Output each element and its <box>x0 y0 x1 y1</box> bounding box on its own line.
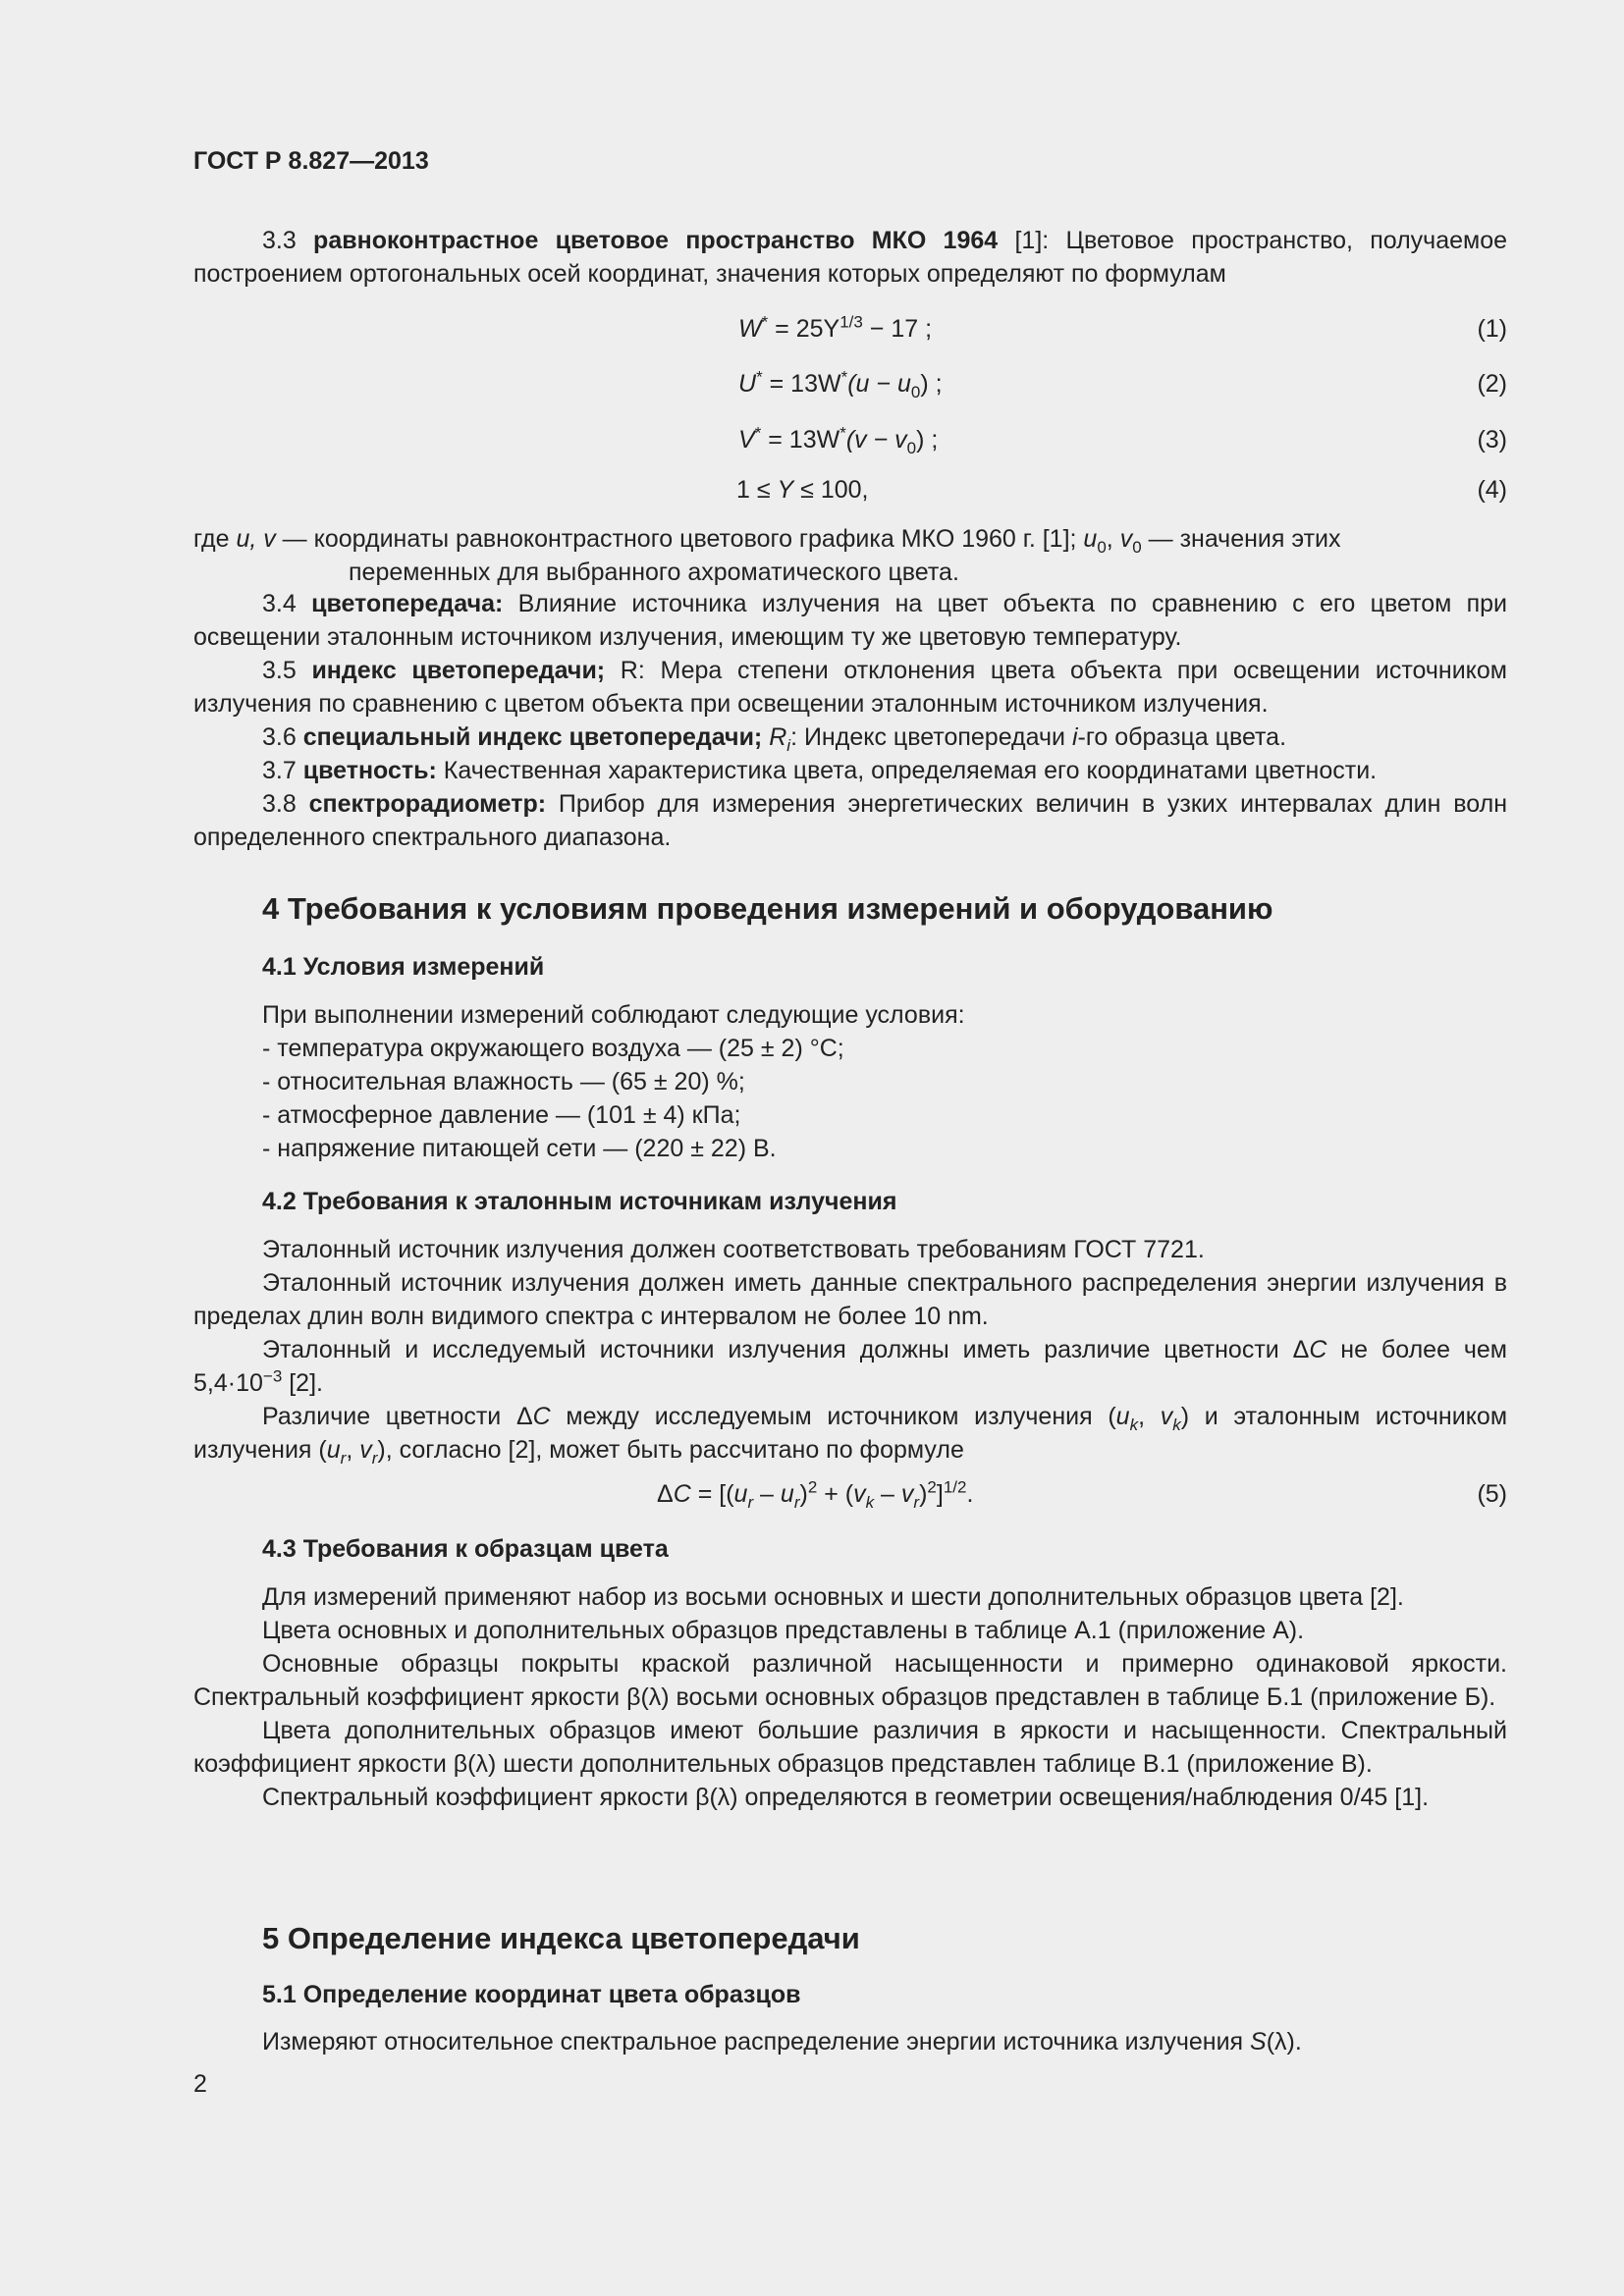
section-3-7: 3.7 цветность: Качественная характеристика цвета, определяемая его координатами цветности. <box>262 757 1378 784</box>
conditions-list: При выполнении измерений соблюдают следующие условия: - температура окружающего воздуха — (25 ± 2) °С; - относительная влажность — (65 ± 20) %; - атмосферное давление — (101 ± 4) кПа; - напряжение питающей сети — (220 ± 22) В. <box>262 1001 965 1162</box>
formula-2: $U^* = 13W^*(u - u_0)$ ; (2) <box>738 367 1507 401</box>
section-3-4: 3.4 цветопередача: Влияние источника излучения на цвет объекта по сравнению с его цветом при освещении эталонным источником излучения, имеющим ту же цветовую температуру. <box>193 590 1507 651</box>
formula-5: $\Delta C = [(u_r - u_r)^2 + (v_k - v_r)^2]^{1/2}$. (5) <box>657 1477 1507 1512</box>
where-clause: где u, v — координаты равноконтрастного цветового графика МКО 1960 г. [1]; $u_0$, $v_0$ — значения этих переменных для выбранного ахроматического цвета. <box>193 525 1341 586</box>
document-header: ГОСТ Р 8.827—2013 <box>193 147 429 175</box>
section-3-5: 3.5 индекс цветопередачи; R: Мера степени отклонения цвета объекта при освещении источником излучения по сравнению с цветом объекта при освещении эталонным источником излучения. <box>193 657 1507 718</box>
page-number: 2 <box>193 2070 207 2098</box>
formula-1: $W^* = 25Y^{1/3} - 17$ ; (1) <box>738 312 1507 343</box>
section-4-heading: 4 Требования к условиям проведения измерений и оборудованию <box>262 891 1273 926</box>
definitions <box>193 587 1507 854</box>
section-5-heading: 5 Определение индекса цветопередачи <box>262 1921 860 1955</box>
section-4-3-heading: 4.3 Требования к образцам цвета <box>262 1535 669 1563</box>
section-3-3 <box>193 224 1507 291</box>
section-4 <box>193 889 1507 929</box>
formula-3: $V^* = 13W^*(v - v_0)$ ; (3) <box>738 423 1507 457</box>
formula-4: 1 ≤ Y ≤ 100, (4) <box>736 476 1507 504</box>
section-3-8: 3.8 спектрорадиометр: Прибор для измерения энергетических величин в узких интервалах длин волн определенного спектрального диапазона. <box>193 790 1508 851</box>
section-4-1-heading: 4.1 Условия измерений <box>262 953 545 981</box>
section-5-1-body: Измеряют относительное спектральное распределение энергии источника излучения S(λ). <box>262 2028 1302 2056</box>
section-5-1-heading: 5.1 Определение координат цвета образцов <box>262 1981 801 2008</box>
section-4-3-body: Для измерений применяют набор из восьми основных и шести дополнительных образцов цвета [2]. Цвета основных и дополнительных образцов представлены в таблице А.1 (приложение А). Основные образцы покрыты краской различной насыщенности и примерно одинаковой яркости. Спектральный коэффициент яркости β(λ) восьми основных образцов представлен в таблице Б.1 (приложение Б). Цвета дополнительных образцов имеют большие различия в яркости и насыщенности. Спектральный коэффициент яркости β(λ) шести дополнительных образцов представлен таблице В.1 (приложение В). Спектральный коэффициент яркости β(λ) определяются в геометрии освещения/наблюдения 0/45 [1]. <box>193 1583 1507 1811</box>
section-4-2-heading: 4.2 Требования к эталонным источникам излучения <box>262 1188 897 1215</box>
paragraph: 3.3 равноконтрастное цветовое пространство МКО 1964 [1]: Цветовое пространство, получаемое построением ортогональных осей координат, значения которых определяют по формулам <box>193 227 1508 288</box>
section-3-6: 3.6 специальный индекс цветопередачи; $R_i$: Индекс цветопередачи i-го образца цвета. <box>262 723 1287 755</box>
section-4-2-body: Эталонный источник излучения должен соответствовать требованиям ГОСТ 7721. Эталонный источник излучения должен иметь данные спектрального распределения энергии излучения в пределах длин волн видимого спектра с интервалом не более 10 nm. Эталонный и исследуемый источники излучения должны иметь различие цветности ΔC не более чем $5,4\cdot 10^{-3}$ [2]. Различие цветности ΔC между исследуемым источником излучения ($u_k$, $v_k$) и эталонным источником излучения ($u_r$, $v_r$), согласно [2], может быть рассчитано по формуле <box>193 1236 1508 1468</box>
